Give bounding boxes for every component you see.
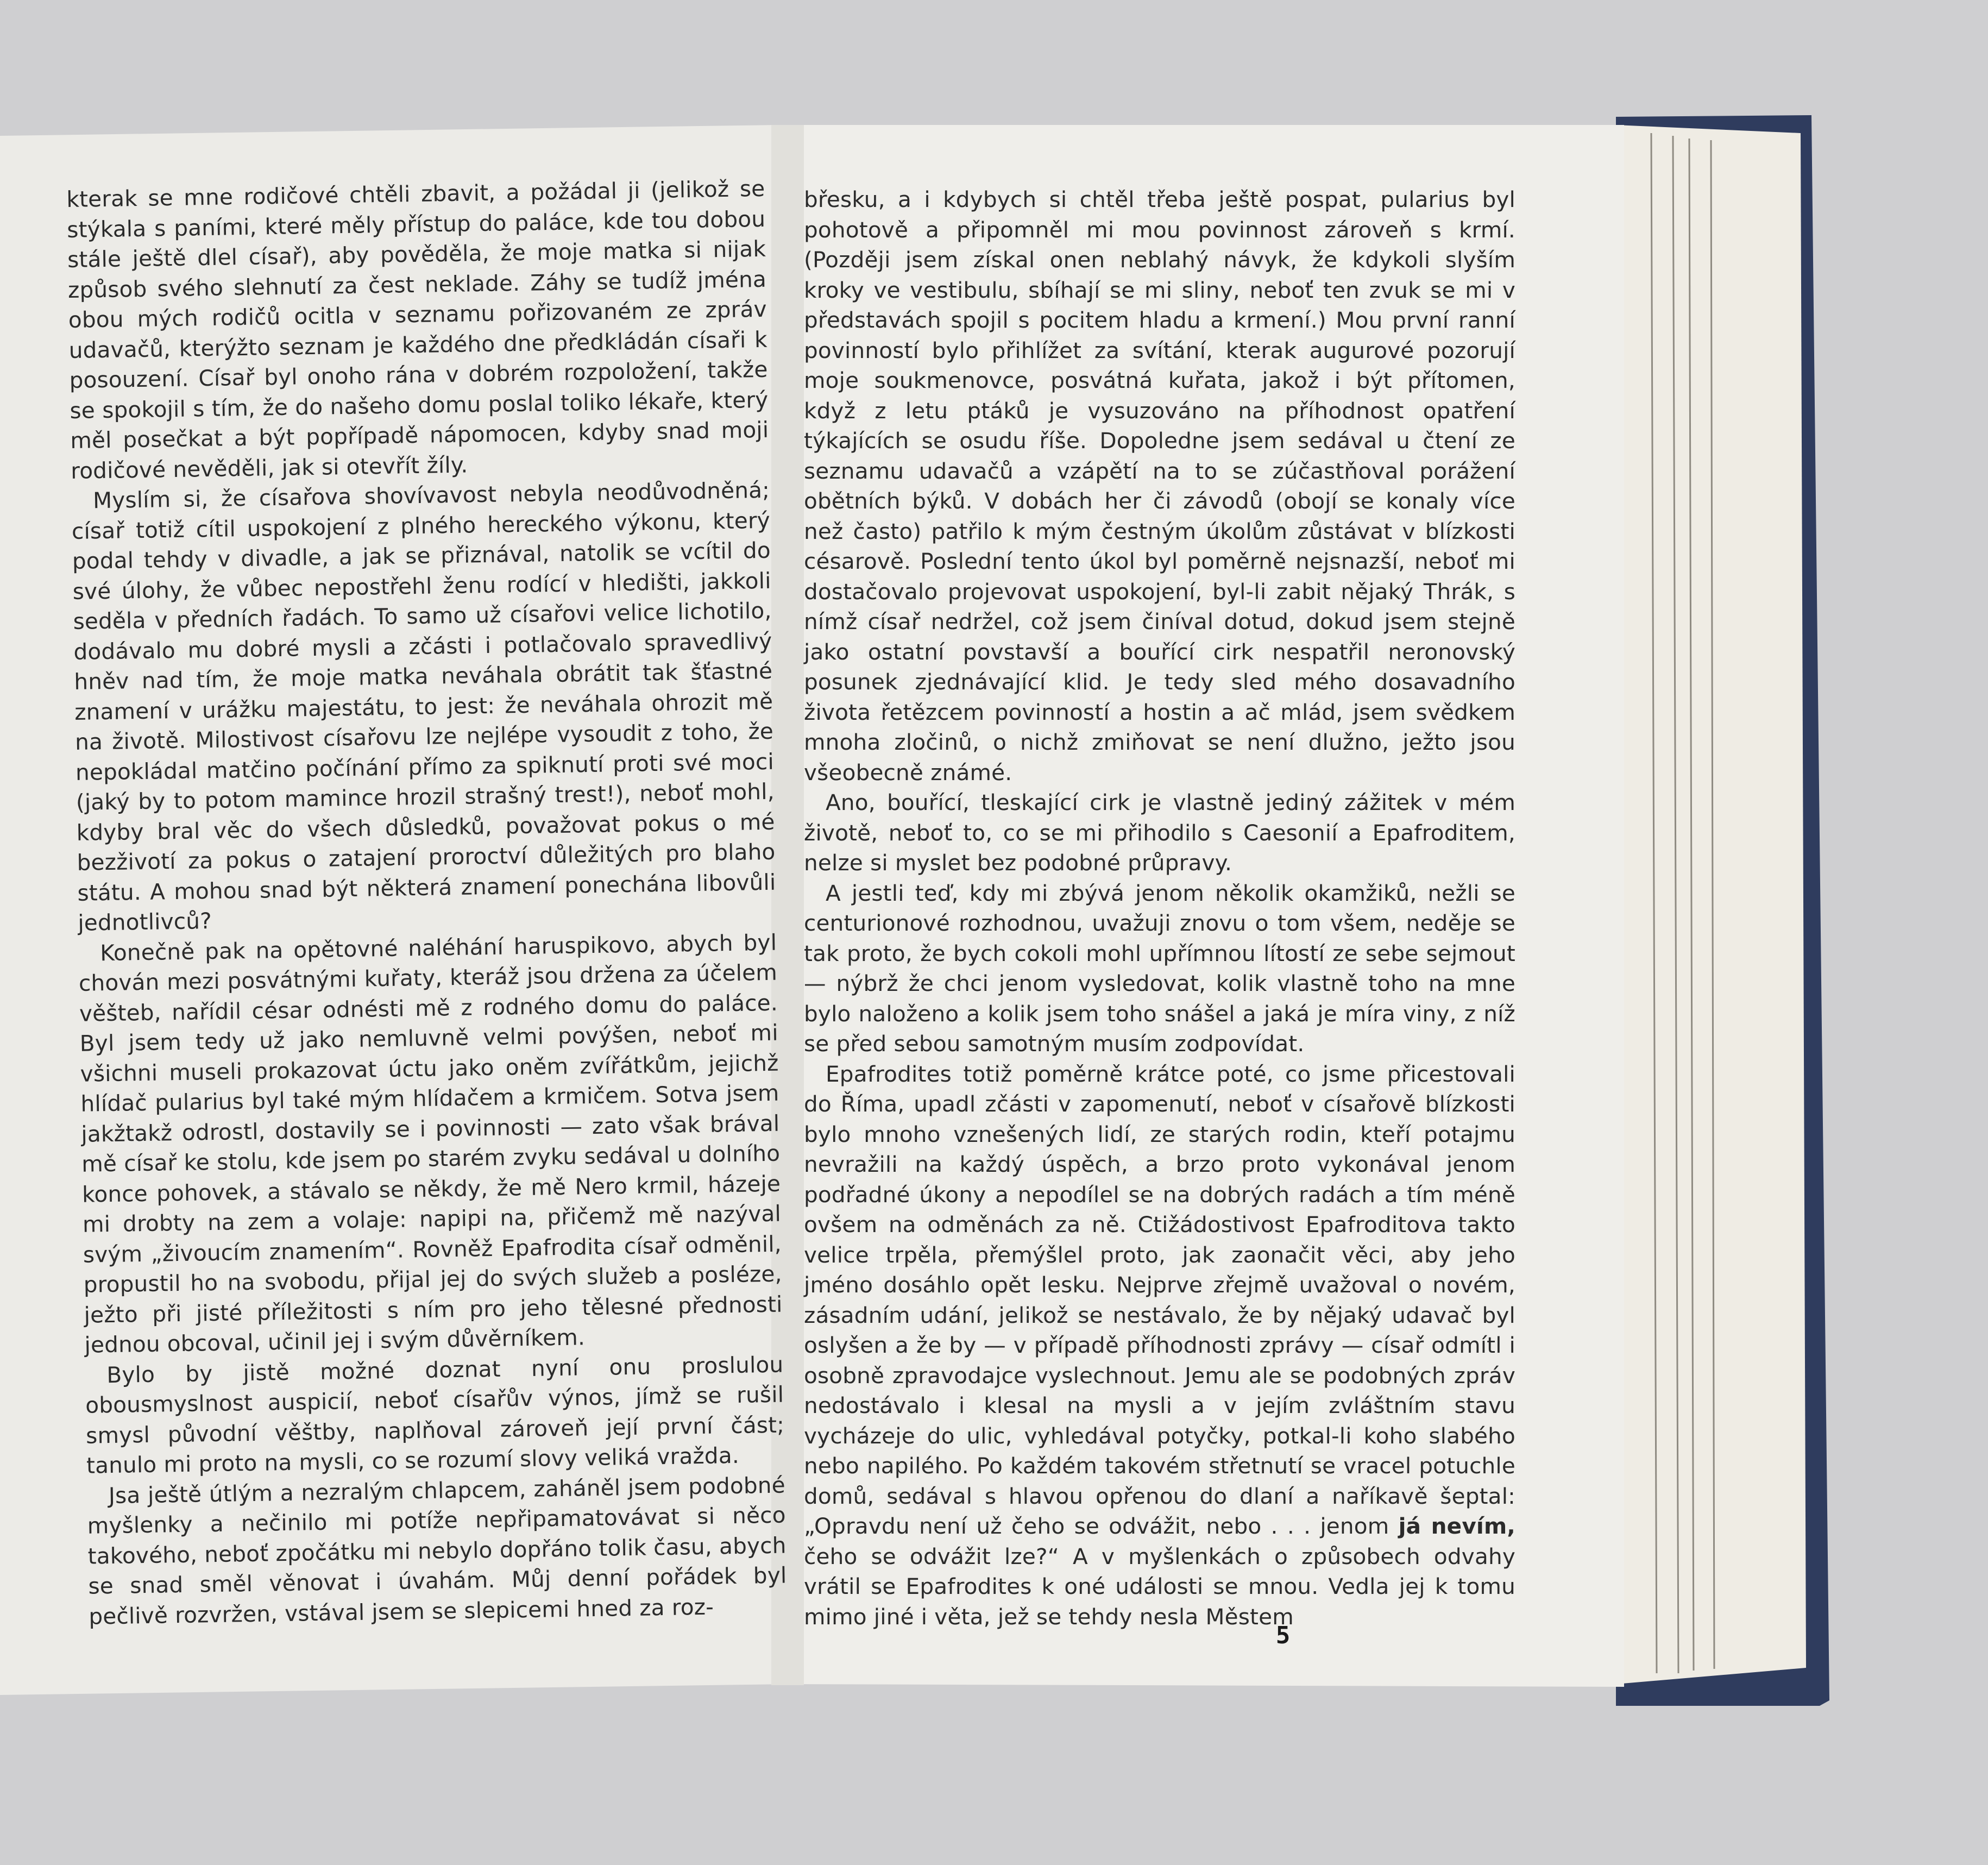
right-page-text — [804, 185, 1515, 1632]
paragraph-text: Epafrodites totiž poměrně krátce poté, co jsme přicestovali do Říma, upadl zčásti v zapomenutí, neboť v císařově blízkosti bylo mnoho vznešených lidí, ze starých rodin, kteří potajmu nevražili na každý úspěch, a brzo proto vykonával jenom podřadné úkony a nepodílel se na dobrých radách a tím méně ovšem na odměnách za ně. Ctižádostivost Epafroditova takto velice trpěla, přemýšlel proto, jak zaonačit věci, aby jeho jméno dosáhlo opět lesku. Nejprve zřejmě uvažoval o novém, zásadním udání, jelikož se nestávalo, že by nějaký udavač byl oslyšen a že by — v případě příhodnosti zprávy — císař odmítl i osobně zpravodajce vyslechnout. Jemu ale se podobných zpráv nedostávalo i klesal na mysli a v jejím zvláštním stavu vycházeje do ulic, vyhledával potyčky, potkal-li koho slabého nebo napilého. Po každém takovém střetnutí se vracel potuchle domů, sedával s hlavou opřenou do dlaní a naříkavě šeptal: „Opravdu není už čeho se odvážit, nebo . . . jenom — [804, 1060, 1515, 1539]
paragraph: Ano, bouřící, tleskající cirk je vlastně jediný zážitek v mém životě, neboť to, co se mi přihodilo s Caesonií a Epafroditem, nelze si myslet bez podobné průpravy. — [804, 789, 1515, 876]
paragraph: Jsa ještě útlým a nezralým chlapcem, zaháněl jsem podobné myšlenky a nečinilo mi potíže nepřipamatovávat si něco takového, neboť zpočátku mi nebylo dopřáno tolik času, abych se snad směl věnovat i úvahám. Můj denní pořádek byl pečlivě rozvržen, vstával jsem se slepicemi hned za roz- — [87, 1472, 787, 1630]
paragraph: břesku, a i kdybych si chtěl třeba ještě pospat, pularius byl pohotově a připomněl mi mou povinnost zároveň s krmí. (Později jsem získal onen neblahý návyk, že kdykoli slyším kroky ve vestibulu, sbíhají se mi sliny, neboť ten zvuk se mi v představách spojil s pocitem hladu a krmení.) Mou první ranní povinností bylo přihlížet za svítání, kterak augurové pozorují moje soukmenovce, posvátná kuřata, jakož i být přítomen, když z letu ptáků je vysuzováno na příhodnost opatření týkajících se osudu říše. Dopoledne jsem sedával u čtení ze seznamu udavačů a vzápětí na to se zúčastňoval porážení obětních býků. V dobách her či závodů (obojí se konaly více než často) patřilo k mým čestným úkolům zůstávat v blízkosti césarově. Poslední tento úkol byl poměrně nejsnazší, neboť mi dostačovalo projevovat uspokojení, byl-li zabit nějaký Thrák, s nímž císař nedržel, což jsem činíval dotud, dokud jsem stejně jako ostatní povstavší a bouřící cirk nespatřil neronovský posunek zjednávající klid. Je tedy sled mého dosavadního života řetězcem povinností a hostin a ač mlád, jsem svědkem mnoha zločinů, o nichž zmiňovat se není dlužno, ježto jsou všeobecně známé. — [804, 186, 1515, 786]
paragraph: Konečně pak na opětovné naléhání haruspikovo, abych byl chován mezi posvátnými kuřaty, kteráž jsou držena za účelem věšteb, nařídil césar odnésti mě z rodného domu do paláce. Byl jsem tedy už jako nemluvně velmi povýšen, neboť mi všichni museli prokazovat úctu jako oněm zvířátkům, jejichž hlídač pularius byl také mým hlídačem a krmičem. Sotva jsem jakžtakž odrostl, dostavily se i povinnosti — zato však brával mě císař ke stolu, kde jsem po starém zvyku sedával u dolního konce pohovek, a stávalo se někdy, že mě Nero krmil, házeje mi drobty na zem a volaje: napipi na, přičemž mě nazýval svým „živoucím znamením“. Rovněž Epafrodita císař odměnil, propustil ho na svobodu, přijal jej do svých služeb a posléze, ježto při jisté příležitosti s ním pro jeho tělesné přednosti jednou obcoval, učinil jej i svým důvěrníkem. — [78, 929, 783, 1358]
emphasis: já nevím, — [1398, 1513, 1515, 1539]
paragraph: Bylo by jistě možné doznat nyní onu proslulou obousmyslnost auspicií, neboť císařův výnos, jímž se rušil smysl původní věštby, naplňoval zároveň její první část; tanulo mi proto na mysli, co se rozumí slovy veliká vražda. — [85, 1351, 785, 1479]
paragraph: Myslím si, že císařova shovívavost nebyla neodůvodněná; císař totiž cítil uspokojení z plného hereckého výkonu, který podal tehdy v divadle, a jak se přiznával, natolik se vcítil do své úlohy, že vůbec nepostřehl ženu rodící v hledišti, jakkoli seděla v předních řadách. To samo už císařovi velice lichotilo, dodávalo mu dobré mysli a zčásti i potlačovalo spravedlivý hněv nad tím, že moje matka neváhala obrátit tak šťastné znamení v urážku majestátu, to jest: že neváhala ohrozit mě na životě. Milostivost císařovu lze nejlépe vysoudit z toho, že nepokládal matčino počínání přímo za spiknutí proti své moci (jaký by to potom mamince hrozil strašný trest!), neboť mohl, kdyby bral věc do všech důsledků, považovat pokus o mé bezživotí za pokus o zatajení proroctví důležitých pro blaho státu. A mohou snad být některá znamení ponechána libovůli jednotlivců? — [71, 476, 776, 936]
paragraph: A jestli teď, kdy mi zbývá jenom několik okamžiků, nežli se centurionové rozhodnou, uvažuji znovu o tom všem, neděje se tak proto, že bych cokoli mohl upřímnou lítostí ze sebe sejmout — nýbrž že chci jenom vysledovat, kolik vlastně toho na mne bylo naloženo a kolik jsem toho snášel a jaká je míra viny, z níž se před sebou samotným musím zodpovídat. — [804, 880, 1515, 1057]
page-number: 5 — [1275, 1622, 1291, 1649]
paragraph — [804, 1059, 1515, 1632]
paragraph-text: čeho se odvážit lze?“ A v myšlenkách o způsobech odvahy vrátil se Epafrodites k oné události se mnou. Vedla jej k tomu mimo jiné i věta, jež se tehdy nesla Městem — [804, 1543, 1515, 1630]
paragraph: kterak se mne rodičové chtěli zbavit, a požádal ji (jelikož se stýkala s paními, které měly přístup do paláce, kde tou dobou stále ještě dlel císař), aby pověděla, že moje matka si nijak způsob svého slehnutí za čest neklade. Záhy se tudíž jména obou mých rodičů ocitla v seznamu pořizovaném ze zpráv udavačů, kterýžto seznam je každého dne předkládán císaři k posouzení. Císař byl onoho rána v dobrém rozpoložení, takže se spokojil s tím, že do našeho domu poslal toliko lékaře, který měl posečkat a být popřípadě nápomocen, kdyby snad moji rodičové nevěděli, jak si otevřít žíly. — [66, 175, 769, 484]
left-page-text — [66, 174, 788, 1632]
